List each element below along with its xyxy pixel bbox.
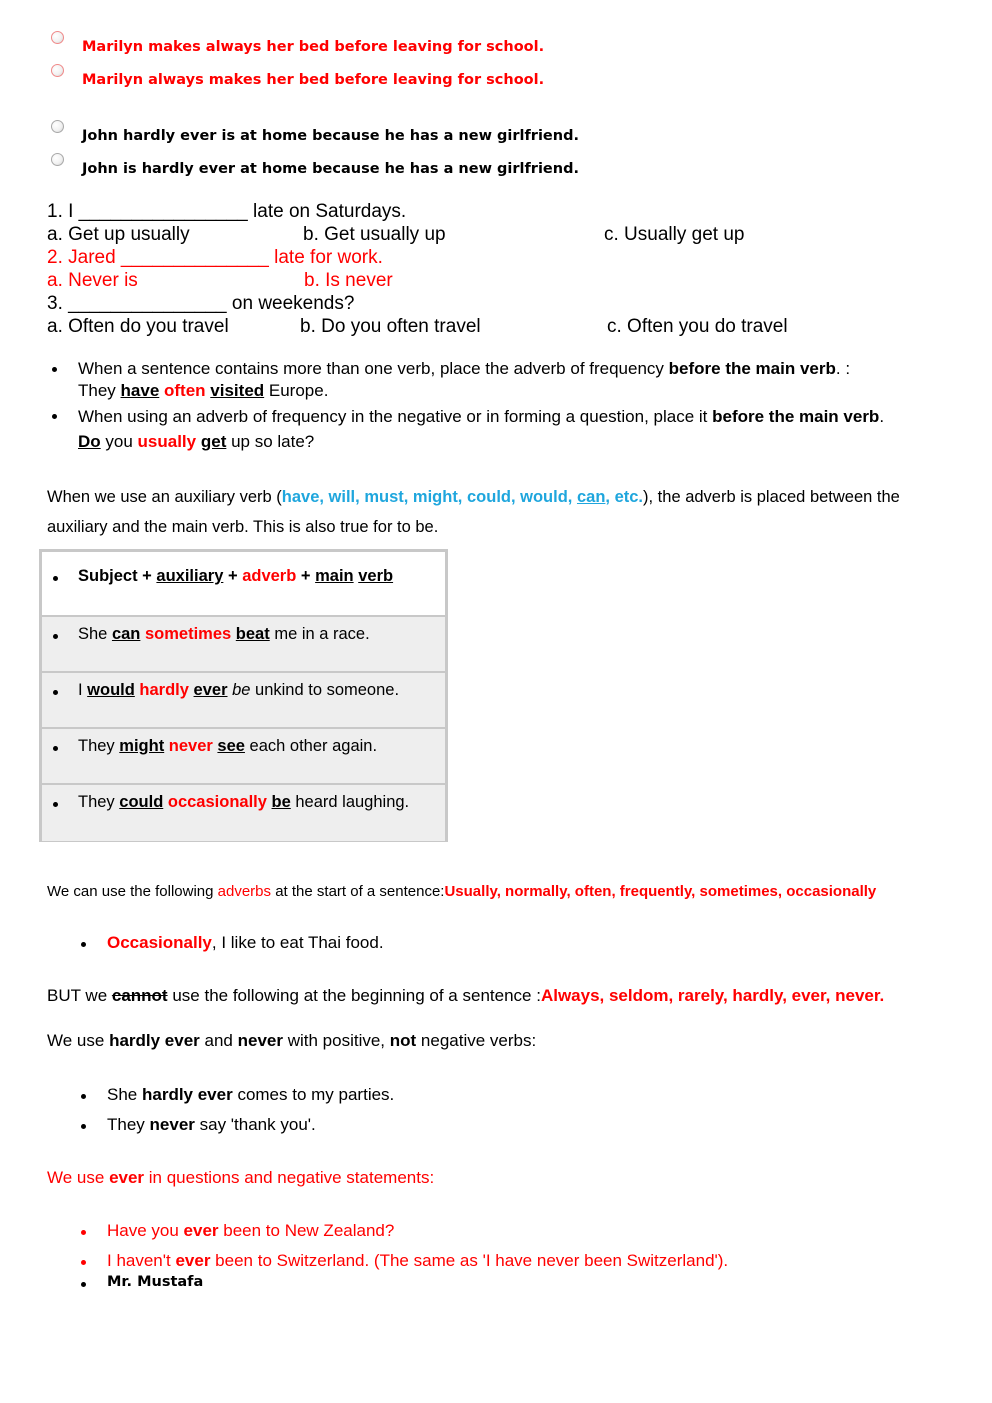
row-rest: me in a race.	[269, 625, 370, 643]
q1-option-a: a. Get up usually	[47, 224, 190, 245]
auxiliary-paragraph	[47, 482, 967, 542]
q2-option-a: a. Never is	[47, 270, 138, 291]
table-row-text	[78, 737, 377, 756]
q1-option-b: b. Get usually up	[303, 224, 446, 245]
hardly-text-2: and	[199, 1031, 238, 1050]
hardly-text-3: with positive,	[282, 1031, 390, 1050]
q3-option-b: b. Do you often travel	[300, 316, 481, 337]
author-name: Mr. Mustafa	[107, 1274, 204, 1290]
header-plus: +	[223, 567, 243, 585]
row-rest: heard laughing.	[290, 793, 410, 811]
table-row-text	[78, 681, 399, 700]
row-adverb: never	[168, 737, 213, 755]
row-auxiliary: would	[87, 681, 135, 699]
hardly-example-2	[107, 1115, 316, 1135]
but-adverb-list: Always, seldom, rarely, hardly, ever, never.	[540, 986, 885, 1005]
hardly-text-1: We use	[47, 1031, 110, 1050]
bullet	[81, 942, 86, 947]
but-text-2: use the following at the beginning of a sentence :	[167, 986, 541, 1005]
rule-2-bold: before the main verb	[712, 407, 880, 426]
radio-option-3[interactable]	[51, 120, 64, 133]
hardly-ex1-bold: hardly ever	[141, 1085, 233, 1104]
row-auxiliary: can	[111, 625, 141, 643]
rule-2-example-verb: get	[200, 432, 227, 451]
aux-text-3: auxiliary and the main verb. This is also true for to be.	[47, 518, 439, 536]
hardly-bold-2: never	[237, 1031, 283, 1050]
row-subject: I	[78, 681, 88, 699]
hardly-ex2-bold: never	[149, 1115, 195, 1134]
rule-2-text: When using an adverb of frequency in the negative or in forming a question, place it	[78, 407, 713, 426]
aux-verb-list: have, will, must, might, could, would,	[281, 488, 577, 506]
row-verb: see	[217, 737, 245, 755]
table-row-text	[78, 793, 409, 812]
table-header-row	[42, 552, 445, 615]
row-subject: They	[78, 793, 120, 811]
hardly-ex2-post: say 'thank you'.	[194, 1115, 316, 1134]
ever-example-2	[107, 1251, 728, 1271]
rule-1	[78, 358, 958, 402]
bullet	[81, 1094, 86, 1099]
row-italic-verb: be	[232, 681, 251, 699]
bullet	[53, 576, 58, 581]
bullet	[81, 1260, 86, 1265]
rule-1-example-adverb: often	[164, 381, 206, 400]
ever-bold: ever	[109, 1168, 145, 1187]
row-rest: each other again.	[244, 737, 378, 755]
rule-1-bold: before the main verb	[668, 359, 836, 378]
table-row	[42, 783, 445, 841]
start-example-rest: , I like to eat Thai food.	[211, 933, 384, 952]
row-auxiliary: might	[119, 737, 165, 755]
aux-text-2: ), the adverb is placed between the	[643, 488, 900, 506]
hardly-example-1	[107, 1085, 394, 1105]
row-verb: ever	[193, 681, 228, 699]
table-row	[42, 671, 445, 727]
q3-option-a: a. Often do you travel	[47, 316, 229, 337]
ever-ex1-bold: ever	[183, 1221, 219, 1240]
hardly-ex1-pre: She	[107, 1085, 142, 1104]
ever-ex2-post: been to Switzerland. (The same as 'I have never been Switzerland').	[210, 1251, 729, 1270]
start-adverb-list: Usually, normally, often, frequently, sometimes, occasionally	[444, 883, 877, 900]
rule-1-example-verb: visited	[210, 381, 265, 400]
hardly-text-4: negative verbs:	[416, 1031, 537, 1050]
row-subject: They	[78, 737, 120, 755]
aux-text-1: When we use an auxiliary verb (	[47, 488, 282, 506]
bullet	[52, 414, 57, 419]
header-auxiliary: auxiliary	[156, 567, 224, 585]
ever-example-1	[107, 1221, 394, 1241]
table-row	[42, 727, 445, 783]
radio-option-2[interactable]	[51, 64, 64, 77]
mc-option-2-text: Marilyn always makes her bed before leaving for school.	[82, 72, 545, 88]
q2-option-b: b. Is never	[304, 270, 393, 291]
rule-1-example-aux: have	[120, 381, 160, 400]
radio-option-1[interactable]	[51, 31, 64, 44]
q1-option-c: c. Usually get up	[604, 224, 745, 245]
question-1: 1. I ________________ late on Saturdays.	[47, 201, 407, 222]
header-verb: verb	[358, 567, 394, 585]
hardly-bold-3: not	[389, 1031, 417, 1050]
start-text-2: at the start of a sentence:	[271, 883, 445, 900]
but-cannot: cannot	[111, 986, 168, 1005]
ever-ex2-pre: I haven't	[107, 1251, 176, 1270]
bullet	[81, 1124, 86, 1129]
start-example-adverb: Occasionally	[107, 933, 212, 952]
rule-1-post: . :	[835, 359, 851, 378]
rule-2-example-post: up so late?	[226, 432, 315, 451]
hardly-paragraph	[47, 1031, 536, 1051]
rule-2	[78, 404, 968, 454]
header-subject: Subject +	[78, 567, 157, 585]
hardly-bold-1: hardly ever	[109, 1031, 200, 1050]
bullet	[53, 746, 58, 751]
rule-2-example-you: you	[100, 432, 138, 451]
hardly-ex2-pre: They	[107, 1115, 150, 1134]
ever-ex2-bold: ever	[175, 1251, 211, 1270]
ever-ex1-pre: Have you	[107, 1221, 184, 1240]
rule-1-example-post: Europe.	[264, 381, 329, 400]
ever-text-1: We use	[47, 1168, 110, 1187]
start-example	[107, 933, 384, 953]
header-main: main	[315, 567, 354, 585]
rule-2-post: .	[879, 407, 885, 426]
table-row-text	[78, 625, 370, 644]
radio-option-4[interactable]	[51, 153, 64, 166]
row-subject: She	[78, 625, 112, 643]
table-row	[42, 615, 445, 671]
header-adverb: adverb	[242, 567, 297, 585]
but-text-1: BUT we	[47, 986, 112, 1005]
start-text-1: We can use the following	[47, 883, 218, 900]
row-adverb: hardly	[139, 681, 189, 699]
rule-2-example-aux: Do	[78, 432, 101, 451]
bullet	[53, 802, 58, 807]
example-table	[39, 549, 448, 842]
row-adverb: sometimes	[144, 625, 232, 643]
row-verb: beat	[235, 625, 270, 643]
question-2: 2. Jared ______________ late for work.	[47, 247, 383, 268]
question-3: 3. _______________ on weekends?	[47, 293, 355, 314]
header-plus: +	[296, 567, 316, 585]
mc-option-1-text: Marilyn makes always her bed before leaving for school.	[82, 39, 545, 55]
ever-ex1-post: been to New Zealand?	[218, 1221, 395, 1240]
bullet	[53, 634, 58, 639]
bullet	[53, 690, 58, 695]
bullet	[81, 1230, 86, 1235]
row-adverb: occasionally	[167, 793, 267, 811]
rule-1-text: When a sentence contains more than one verb, place the adverb of frequency	[78, 359, 669, 378]
aux-verb-etc: , etc.	[605, 488, 644, 506]
start-adverbs-word: adverbs	[217, 883, 272, 900]
bullet	[81, 1282, 86, 1287]
row-rest: unkind to someone.	[250, 681, 400, 699]
mc-option-4-text: John is hardly ever at home because he has a new girlfriend.	[82, 161, 579, 177]
ever-text-2: in questions and negative statements:	[144, 1168, 435, 1187]
table-header	[78, 567, 393, 586]
mc-option-3-text: John hardly ever is at home because he has a new girlfriend.	[82, 128, 579, 144]
ever-paragraph	[47, 1168, 434, 1188]
hardly-ex1-post: comes to my parties.	[232, 1085, 395, 1104]
rule-2-example-adverb: usually	[137, 432, 197, 451]
row-auxiliary: could	[119, 793, 164, 811]
row-verb: be	[271, 793, 291, 811]
but-paragraph	[47, 986, 884, 1006]
start-adverbs-paragraph	[47, 883, 876, 900]
bullet	[52, 367, 57, 372]
aux-verb-can: can	[576, 488, 606, 506]
rule-1-example-pre: They	[78, 381, 121, 400]
q3-option-c: c. Often you do travel	[607, 316, 788, 337]
